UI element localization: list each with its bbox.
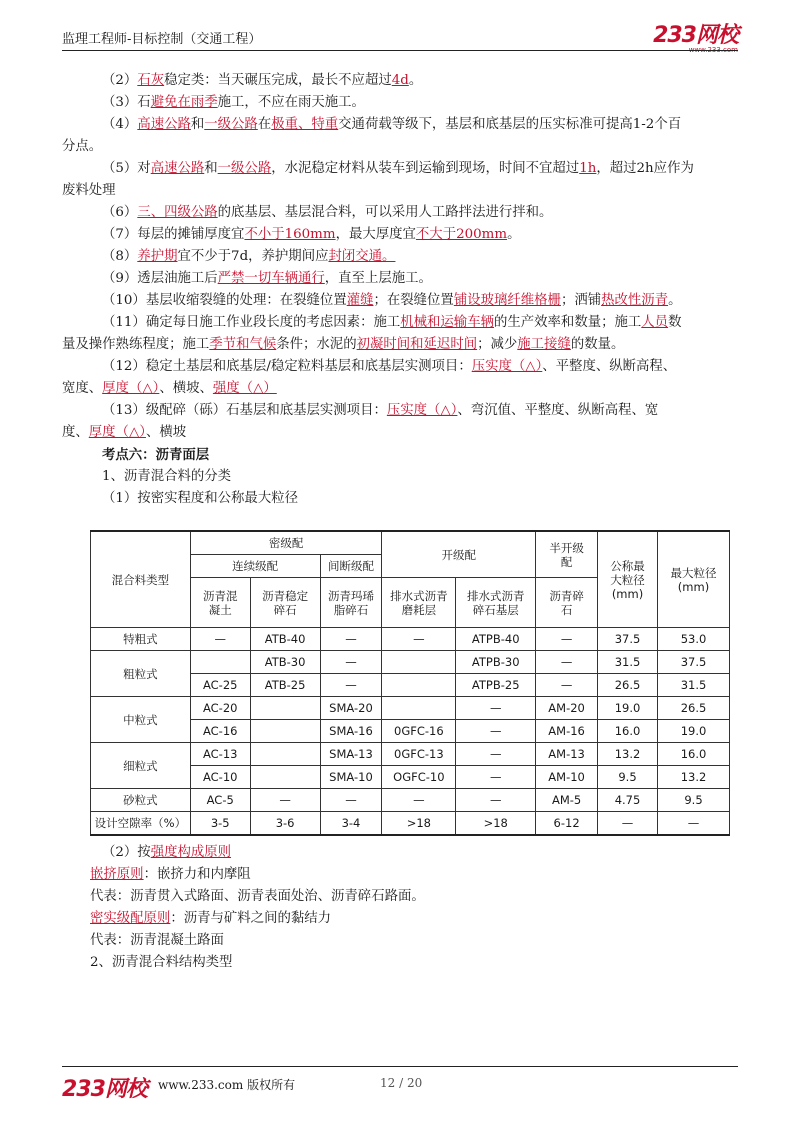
table-header-row-1: [91, 531, 730, 555]
principle-interlock-rep: 代表：沥青贯入式路面、沥青表面处治、沥青碎石路面。: [90, 889, 425, 904]
item-3: （3）石避免在雨季施工，不应在雨天施工。: [102, 95, 365, 110]
table-cell: 4.75: [598, 789, 658, 812]
table-cell: —: [320, 789, 382, 812]
table-cell: AM-20: [536, 697, 598, 720]
sub-sma: 沥青玛琋脂碎石: [320, 578, 382, 628]
table-cell: 37.5: [657, 651, 729, 674]
table-cell: [250, 720, 320, 743]
footer-logo: 233网校: [62, 1077, 147, 1102]
table-cell: AC-25: [190, 674, 250, 697]
table-row: [91, 743, 730, 766]
header-continuous: 连续级配: [190, 555, 320, 578]
table-cell: —: [456, 789, 536, 812]
table-cell: —: [382, 628, 456, 651]
item-6: （6）三、四级公路的底基层、基层混合料，可以采用人工路拌法进行拌和。: [102, 205, 553, 220]
table-cell: 3-5: [190, 812, 250, 836]
table-row: [91, 628, 730, 651]
subsection-2: 2、沥青混合料结构类型: [90, 955, 233, 970]
table-cell: —: [536, 628, 598, 651]
table-cell: 31.5: [598, 651, 658, 674]
table-cell: [250, 697, 320, 720]
table-cell: —: [320, 651, 382, 674]
table-cell: AM-5: [536, 789, 598, 812]
table-cell: ATPB-30: [456, 651, 536, 674]
table-row: [91, 697, 730, 720]
table-cell: 3-6: [250, 812, 320, 836]
item-2: （2）石灰稳定类：当天碾压完成，最长不应超过4d。: [102, 73, 423, 88]
sub-ogfc: 排水式沥青磨耗层: [382, 578, 456, 628]
item-10: （10）基层收缩裂缝的处理：在裂缝位置灌缝；在裂缝位置铺设玻璃纤维格栅；洒铺热改性沥青。: [102, 293, 682, 308]
table-cell: AC-5: [190, 789, 250, 812]
group-label: 中粒式: [91, 697, 191, 743]
after-table-content: [90, 842, 738, 974]
footer-rule: [62, 1066, 738, 1067]
item-11-cont: 量及操作熟练程度；施工季节和气候条件；水泥的初凝时间和延迟时间；减少施工接缝的数量。: [62, 337, 625, 352]
item-5: （5）对高速公路和一级公路，水泥稳定材料从装车到运输到现场，时间不宜超过1h，超过2h应作为: [102, 161, 694, 176]
item-13: （13）级配碎（砾）石基层和底基层实测项目：压实度（△）、弯沉值、平整度、纵断高程、宽: [102, 403, 659, 418]
header-dense: 密级配: [190, 531, 382, 555]
table-row: [91, 651, 730, 674]
table-cell: [190, 651, 250, 674]
table-cell: —: [536, 651, 598, 674]
sub-asphalt-stabilized: 沥青稳定碎石: [250, 578, 320, 628]
table-cell: 6-12: [536, 812, 598, 836]
table-cell: AM-16: [536, 720, 598, 743]
table-cell: AM-13: [536, 743, 598, 766]
table-cell: —: [657, 812, 729, 836]
group-label: 细粒式: [91, 743, 191, 789]
table-cell: AC-16: [190, 720, 250, 743]
logo-text: 233网校: [653, 23, 738, 48]
table-cell: ATB-25: [250, 674, 320, 697]
table-cell: 16.0: [657, 743, 729, 766]
table-cell: >18: [456, 812, 536, 836]
sub-asphalt-concrete: 沥青混凝土: [190, 578, 250, 628]
table-cell: 13.2: [657, 766, 729, 789]
item-4: （4）高速公路和一级公路在极重、特重交通荷载等级下，基层和底基层的压实标准可提高1-2个百: [102, 117, 682, 132]
subsection-1-2: （2）按强度构成原则: [102, 845, 232, 860]
main-content: [62, 70, 738, 510]
item-7: （7）每层的摊铺厚度宜不小于160mm，最大厚度宜不大于200mm。: [102, 227, 521, 242]
subsection-1-1: （1）按密实程度和公称最大粒径: [102, 491, 298, 506]
table-cell: ATPB-40: [456, 628, 536, 651]
mixture-classification-table: [90, 530, 730, 836]
header-semi-open: 半开级配: [536, 531, 598, 578]
item-4-cont: 分点。: [62, 139, 103, 154]
header-rule: [62, 50, 738, 51]
group-label: 粗粒式: [91, 651, 191, 697]
table-cell: —: [456, 720, 536, 743]
item-13-cont: 度、厚度（△）、横坡: [62, 425, 187, 440]
table-cell: [250, 766, 320, 789]
table-cell: —: [456, 766, 536, 789]
table-cell: SMA-16: [320, 720, 382, 743]
table-cell: —: [190, 628, 250, 651]
header-max-size: 最大粒径(mm): [657, 531, 729, 628]
sub-atpb: 排水式沥青碎石基层: [456, 578, 536, 628]
table-cell: —: [320, 628, 382, 651]
item-12-cont: 宽度、厚度（△）、横坡、强度（△）: [62, 381, 277, 396]
table-cell: 19.0: [598, 697, 658, 720]
table-cell: —: [536, 674, 598, 697]
table-cell: ATB-30: [250, 651, 320, 674]
group-label: 砂粒式: [91, 789, 191, 812]
table-cell: SMA-10: [320, 766, 382, 789]
table-cell: —: [320, 674, 382, 697]
footer-copyright: www.233.com 版权所有: [158, 1078, 296, 1092]
header-gap: 间断级配: [320, 555, 382, 578]
table-cell: —: [250, 789, 320, 812]
table-cell: 26.5: [657, 697, 729, 720]
table-cell: [382, 674, 456, 697]
table-cell: 9.5: [598, 766, 658, 789]
principle-dense-rep: 代表：沥青混凝土路面: [90, 933, 224, 948]
table-cell: ATB-40: [250, 628, 320, 651]
table-cell: —: [598, 812, 658, 836]
doc-header-title: 监理工程师-目标控制（交通工程）: [62, 32, 262, 47]
header-open: 开级配: [382, 531, 536, 578]
table-cell: [382, 697, 456, 720]
table-cell: OGFC-10: [382, 766, 456, 789]
principle-interlock: 嵌挤原则：嵌挤力和内摩阻: [90, 867, 251, 882]
table-cell: —: [382, 789, 456, 812]
table-cell: —: [456, 697, 536, 720]
table-cell: SMA-13: [320, 743, 382, 766]
subsection-1: 1、沥青混合料的分类: [102, 469, 232, 484]
table-cell: AC-10: [190, 766, 250, 789]
brand-logo: [653, 18, 738, 54]
section-heading-kd6: 考点六：沥青面层: [102, 447, 210, 463]
table-cell: ATPB-25: [456, 674, 536, 697]
table-cell: 0GFC-16: [382, 720, 456, 743]
table-cell: 0GFC-13: [382, 743, 456, 766]
table-cell: SMA-20: [320, 697, 382, 720]
table-cell: 37.5: [598, 628, 658, 651]
table-cell: 26.5: [598, 674, 658, 697]
table-cell: 3-4: [320, 812, 382, 836]
item-9: （9）透层油施工后严禁一切车辆通行，直至上层施工。: [102, 271, 432, 286]
logo-url: www.233.com: [688, 46, 738, 54]
table-cell: AM-10: [536, 766, 598, 789]
principle-dense: 密实级配原则：沥青与矿料之间的黏结力: [90, 911, 332, 926]
table-cell: 9.5: [657, 789, 729, 812]
table-cell: 13.2: [598, 743, 658, 766]
table-row: [91, 812, 730, 836]
group-label: 特粗式: [91, 628, 191, 651]
item-11: （11）确定每日施工作业段长度的考虑因素：施工机械和运输车辆的生产效率和数量；施工人员数: [102, 315, 682, 330]
item-8: （8）养护期宜不少于7d，养护期间应封闭交通。: [102, 249, 396, 264]
table-cell: [250, 743, 320, 766]
table-cell: 19.0: [657, 720, 729, 743]
table-cell: 31.5: [657, 674, 729, 697]
table-cell: 16.0: [598, 720, 658, 743]
table-cell: 53.0: [657, 628, 729, 651]
table-cell: >18: [382, 812, 456, 836]
header-mixture-type: 混合料类型: [91, 531, 191, 628]
sub-asphalt-macadam: 沥青碎石: [536, 578, 598, 628]
table-cell: [382, 651, 456, 674]
item-5-cont: 废料处理: [62, 183, 116, 198]
table-row: [91, 789, 730, 812]
group-label: 设计空隙率（%）: [91, 812, 191, 836]
page-number: 12 / 20: [380, 1076, 423, 1090]
table-cell: AC-20: [190, 697, 250, 720]
table-cell: AC-13: [190, 743, 250, 766]
item-12: （12）稳定土基层和底基层/稳定粒料基层和底基层实测项目：压实度（△）、平整度、纵断高程、: [102, 359, 677, 374]
header-nominal-size: 公称最大粒径(mm): [598, 531, 658, 628]
table-cell: —: [456, 743, 536, 766]
